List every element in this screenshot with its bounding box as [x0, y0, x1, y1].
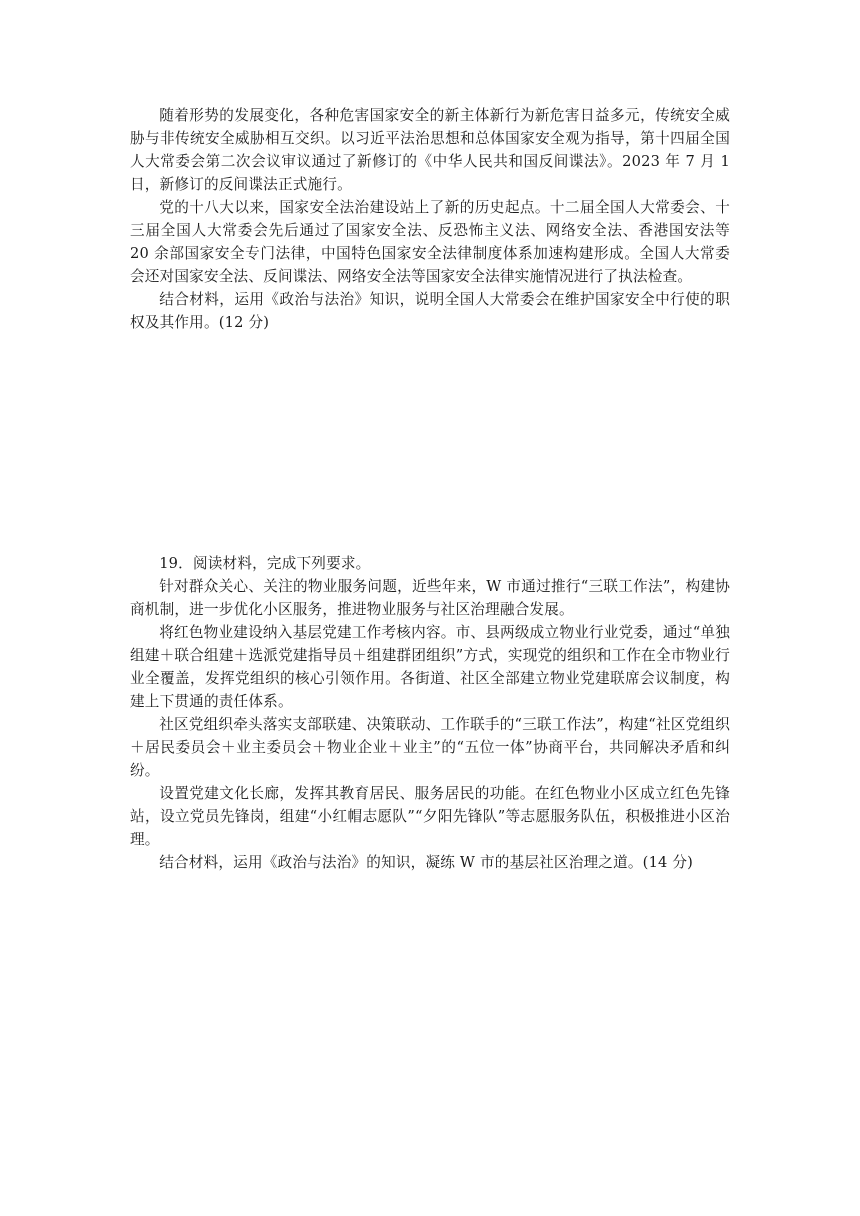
question-19-prompt: 结合材料，运用《政治与法治》的知识，凝练 W 市的基层社区治理之道。(14 分): [159, 854, 694, 871]
question-19-heading: 19．阅读材料，完成下列要求。: [159, 555, 371, 572]
question-18-prompt: 结合材料，运用《政治与法治》知识，说明全国人大常委会在维护国家安全中行使的职权及其作用。(12 分): [130, 291, 730, 331]
q19-paragraph-2: 将红色物业建设纳入基层党建工作考核内容。市、县两级成立物业行业党委，通过“单独组建＋联合组建＋选派党建指导员＋组建群团组织”方式，实现党的组织和工作在全市物业行业全覆盖，发挥党组织的核心引领作用。各街道、社区全部建立物业党建联席会议制度，构建上下贯通的责任体系。: [130, 624, 730, 710]
material-paragraph-1: 随着形势的发展变化，各种危害国家安全的新主体新行为新危害日益多元，传统安全威胁与非传统安全威胁相互交织。以习近平法治思想和总体国家安全观为指导，第十四届全国人大常委会第二次会议审议通过了新修订的《中华人民共和国反间谍法》。2023 年 7 月 1 日，新修订的反间谍法正式施行。: [130, 107, 730, 193]
q19-paragraph-4: 设置党建文化长廊，发挥其教育居民、服务居民的功能。在红色物业小区成立红色先锋站，设立党员先锋岗，组建“小红帽志愿队”“夕阳先锋队”等志愿服务队伍，积极推进小区治理。: [130, 785, 730, 848]
q19-paragraph-3: 社区党组织牵头落实支部联建、决策联动、工作联手的“三联工作法”，构建“社区党组织＋居民委员会＋业主委员会＋物业企业＋业主”的“五位一体”协商平台，共同解决矛盾和纠纷。: [130, 716, 730, 779]
question-19: [130, 552, 730, 874]
document-page: [130, 0, 730, 1216]
question-18-material: [130, 104, 730, 334]
material-paragraph-2: 党的十八大以来，国家安全法治建设站上了新的历史起点。十二届全国人大常委会、十三届全国人大常委会先后通过了国家安全法、反恐怖主义法、网络安全法、香港国安法等 20 余部国家安全专门法律，中国特色国家安全法律制度体系加速构建形成。全国人大常委会还对国家安全法、反间谍法、网络安全法等国家安全法律实施情况进行了执法检查。: [130, 199, 730, 285]
q19-paragraph-1: 针对群众关心、关注的物业服务问题，近些年来，W 市通过推行“三联工作法”，构建协商机制，进一步优化小区服务，推进物业服务与社区治理融合发展。: [130, 578, 730, 618]
